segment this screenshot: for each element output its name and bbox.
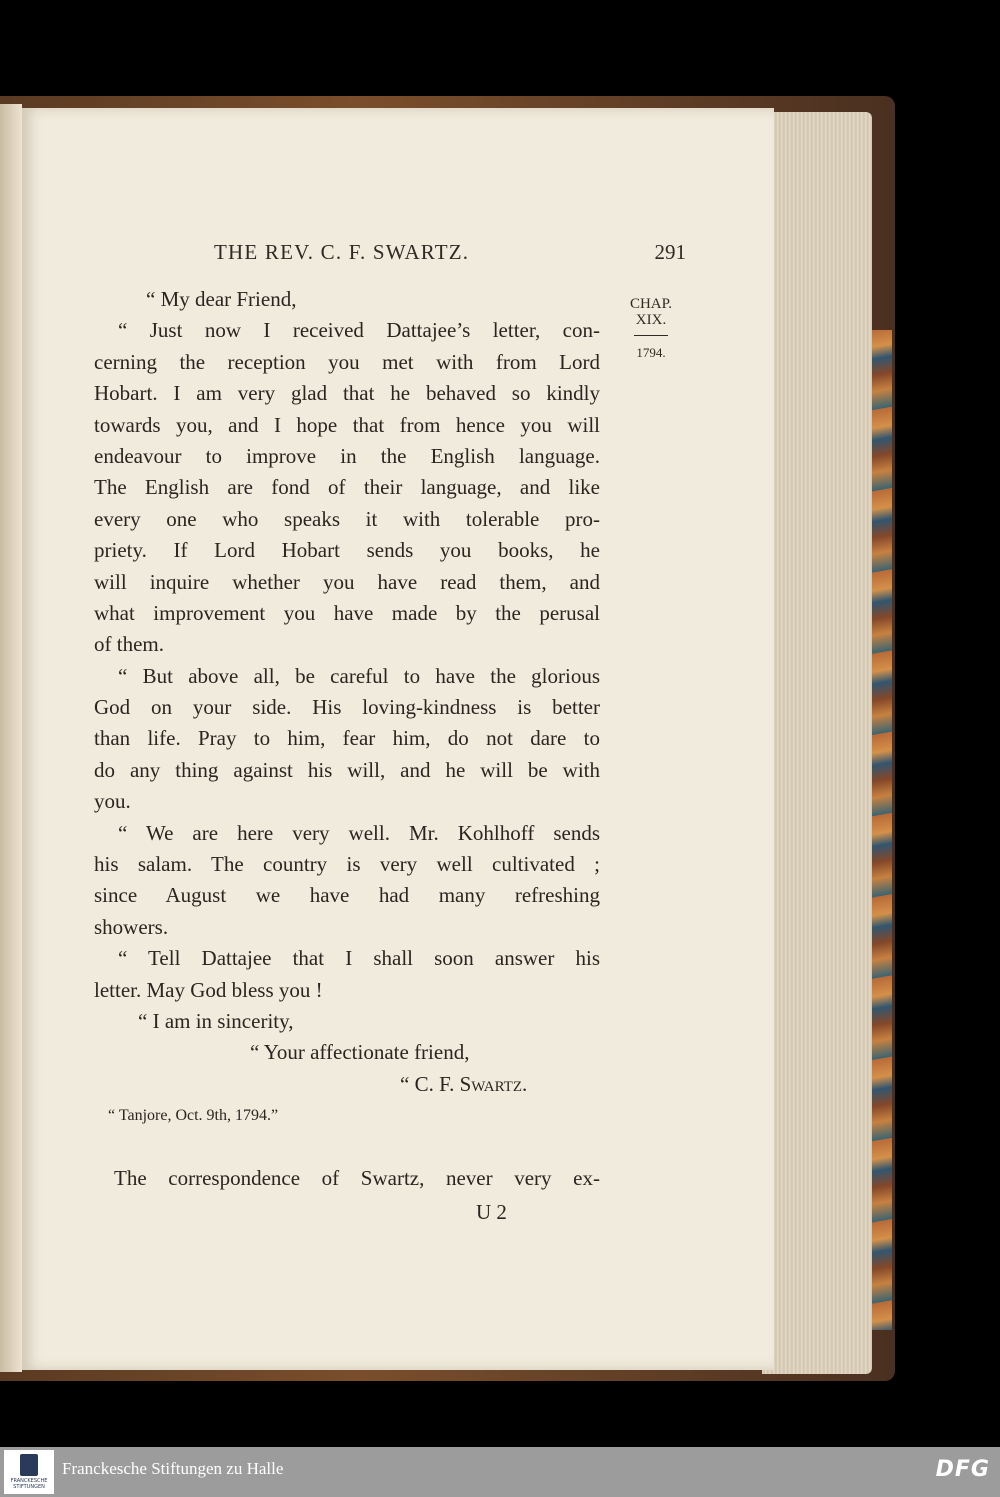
text-line: Hobart. I am very glad that he behaved so kindly — [94, 381, 600, 406]
text-line: towards you, and I hope that from hence you will — [94, 412, 600, 437]
text-line: The English are fond of their language, and like — [94, 475, 600, 500]
signature-name: “ C. F. Swartz. — [400, 1071, 528, 1096]
margin-note — [612, 296, 690, 361]
date-line: “ Tanjore, Oct. 9th, 1794.” — [108, 1107, 279, 1125]
text-line: The correspondence of Swartz, never very ex- — [114, 1165, 600, 1190]
text-line: you. — [94, 789, 131, 814]
orphan-house-emblem-icon — [20, 1454, 38, 1476]
text-line: every one who speaks it with tolerable pro- — [94, 506, 600, 531]
text-line: priety. If Lord Hobart sends you books, he — [94, 538, 600, 563]
text-line: cerning the reception you met with from Lord — [94, 349, 600, 374]
margin-year: 1794. — [636, 345, 666, 360]
logo-caption: FRANCKESCHE STIFTUNGEN — [10, 1478, 48, 1490]
text-line: what improvement you have made by the perusal — [94, 600, 600, 625]
closing-line: “ I am in sincerity, — [138, 1008, 294, 1033]
printer-signature-mark: U 2 — [476, 1200, 507, 1224]
text-line: of them. — [94, 632, 164, 657]
page-edges — [762, 112, 872, 1374]
chapter-label: CHAP. — [629, 296, 673, 312]
text-line: God on your side. His loving-kindness is better — [94, 695, 600, 720]
institution-logo[interactable] — [4, 1450, 54, 1494]
footer-bar — [0, 1447, 1000, 1497]
text-line: his salam. The country is very well cultivated ; — [94, 852, 600, 877]
page-number: 291 — [654, 240, 686, 264]
salutation-line: “ My dear Friend, — [146, 287, 297, 311]
closing-line: “ Your affectionate friend, — [250, 1040, 470, 1065]
text-line: “ But above all, be careful to have the glorious — [118, 663, 600, 688]
text-line: showers. — [94, 914, 169, 939]
text-line: since August we have had many refreshing — [94, 883, 600, 908]
text-line: will inquire whether you have read them, and — [94, 569, 600, 594]
text-line: “ Just now I received Dattajee’s letter, con- — [118, 318, 600, 343]
chapter-number: XIX. — [635, 312, 667, 328]
text-line: endeavour to improve in the English language. — [94, 443, 600, 468]
running-head — [214, 240, 686, 270]
text-line: do any thing against his will, and he will be with — [94, 757, 600, 782]
text-line: “ Tell Dattajee that I shall soon answer his — [118, 946, 600, 971]
letter-body — [94, 284, 600, 1194]
margin-rule — [634, 335, 668, 336]
left-page-edge — [0, 104, 22, 1372]
blank-line — [94, 1132, 600, 1163]
institution-name: Franckesche Stiftungen zu Halle — [62, 1459, 284, 1478]
dfg-logo[interactable]: DFG — [935, 1457, 990, 1482]
text-line: “ We are here very well. Mr. Kohlhoff sends — [118, 820, 600, 845]
text-line: than life. Pray to him, fear him, do not dare to — [94, 726, 600, 751]
text-line: letter. May God bless you ! — [94, 977, 323, 1002]
running-title: THE REV. C. F. SWARTZ. — [214, 240, 470, 264]
